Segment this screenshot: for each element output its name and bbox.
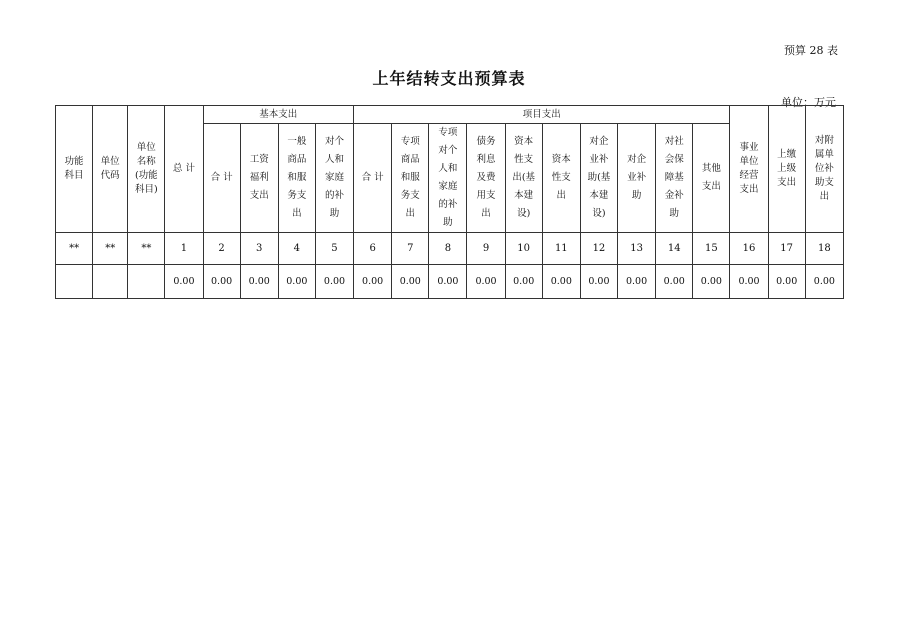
header-project-enterprise-subsidy: 对企 业补 助 bbox=[618, 124, 656, 233]
index-cell: 12 bbox=[580, 233, 617, 265]
table-number: 预算 28 表 bbox=[784, 44, 838, 57]
header-project-capital-construction: 资本 性支 出(基 本建 设) bbox=[505, 124, 542, 233]
value-cell: 0.00 bbox=[315, 265, 353, 299]
header-operating-expenditure: 事业 单位 经营 支出 bbox=[730, 106, 768, 233]
value-cell: 0.00 bbox=[467, 265, 505, 299]
column-index-row bbox=[56, 233, 844, 265]
index-cell: 14 bbox=[656, 233, 693, 265]
value-cell: 0.00 bbox=[240, 265, 278, 299]
value-cell: 0.00 bbox=[203, 265, 240, 299]
index-cell: 5 bbox=[315, 233, 353, 265]
value-cell: 0.00 bbox=[392, 265, 429, 299]
value-cell: 0.00 bbox=[505, 265, 542, 299]
value-cell: 0.00 bbox=[730, 265, 768, 299]
header-unit-name: 单位 名称 (功能 科目) bbox=[128, 106, 165, 233]
value-cell: 0.00 bbox=[656, 265, 693, 299]
index-cell: 2 bbox=[203, 233, 240, 265]
header-remit-higher: 上缴 上级 支出 bbox=[768, 106, 805, 233]
header-basic-goods-services: 一般 商品 和服 务支 出 bbox=[278, 124, 315, 233]
header-basic-wages: 工资 福利 支出 bbox=[240, 124, 278, 233]
index-cell: 10 bbox=[505, 233, 542, 265]
index-cell: 3 bbox=[240, 233, 278, 265]
unit-label: 单位：万元 bbox=[781, 96, 836, 109]
value-cell: 0.00 bbox=[429, 265, 467, 299]
index-cell: 17 bbox=[768, 233, 805, 265]
index-cell: 4 bbox=[278, 233, 315, 265]
header-unit-code: 单位 代码 bbox=[93, 106, 128, 233]
value-cell bbox=[93, 265, 128, 299]
value-cell: 0.00 bbox=[542, 265, 580, 299]
value-cell: 0.00 bbox=[768, 265, 805, 299]
value-cell: 0.00 bbox=[580, 265, 617, 299]
value-cell: 0.00 bbox=[618, 265, 656, 299]
index-cell: 8 bbox=[429, 233, 467, 265]
value-cell: 0.00 bbox=[278, 265, 315, 299]
header-function-subject: 功能 科目 bbox=[56, 106, 93, 233]
header-project-expenditure: 项目支出 bbox=[354, 106, 730, 124]
index-cell: 1 bbox=[165, 233, 203, 265]
header-project-social-security: 对社 会保 障基 金补 助 bbox=[656, 124, 693, 233]
header-basic-expenditure: 基本支出 bbox=[203, 106, 354, 124]
header-project-other: 其他 支出 bbox=[693, 124, 730, 233]
index-cell: 13 bbox=[618, 233, 656, 265]
index-cell: 6 bbox=[354, 233, 392, 265]
value-cell: 0.00 bbox=[165, 265, 203, 299]
value-cell bbox=[128, 265, 165, 299]
header-project-goods-services: 专项 商品 和服 务支 出 bbox=[392, 124, 429, 233]
header-total: 总 计 bbox=[165, 106, 203, 233]
index-cell: 9 bbox=[467, 233, 505, 265]
header-basic-personal-subsidy: 对个 人和 家庭 的补 助 bbox=[315, 124, 353, 233]
index-cell: 15 bbox=[693, 233, 730, 265]
header-basic-subtotal: 合 计 bbox=[203, 124, 240, 233]
value-cell: 0.00 bbox=[805, 265, 843, 299]
index-cell: 7 bbox=[392, 233, 429, 265]
header-project-debt-interest: 债务 利息 及费 用支 出 bbox=[467, 124, 505, 233]
index-cell: 18 bbox=[805, 233, 843, 265]
value-cell bbox=[56, 265, 93, 299]
table-row bbox=[56, 265, 844, 299]
page-title: 上年结转支出预算表 bbox=[372, 69, 526, 88]
index-cell: 11 bbox=[542, 233, 580, 265]
index-cell: 16 bbox=[730, 233, 768, 265]
index-cell: ** bbox=[93, 233, 128, 265]
header-project-personal-subsidy: 专项 对个 人和 家庭 的补 助 bbox=[429, 124, 467, 233]
budget-table bbox=[55, 105, 844, 299]
header-subsidiary-subsidy: 对附 属单 位补 助支 出 bbox=[805, 106, 843, 233]
header-project-subtotal: 合 计 bbox=[354, 124, 392, 233]
index-cell: ** bbox=[56, 233, 93, 265]
value-cell: 0.00 bbox=[693, 265, 730, 299]
index-cell: ** bbox=[128, 233, 165, 265]
header-project-enterprise-construction: 对企 业补 助(基 本建 设) bbox=[580, 124, 617, 233]
header-project-capital: 资本 性支 出 bbox=[542, 124, 580, 233]
value-cell: 0.00 bbox=[354, 265, 392, 299]
